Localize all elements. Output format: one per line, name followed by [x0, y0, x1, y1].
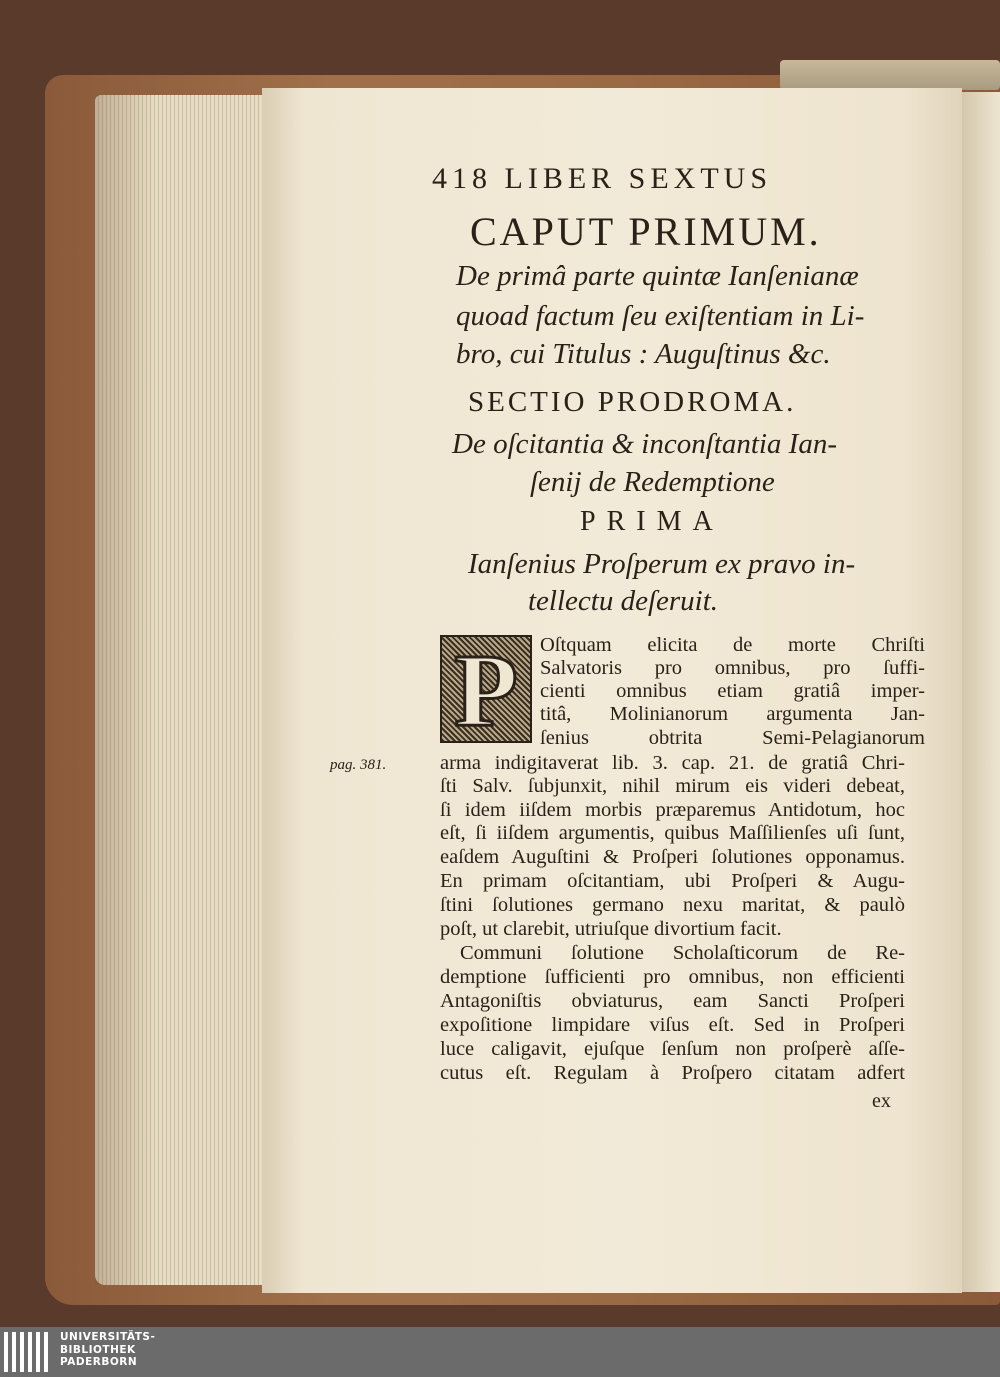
- text-line: demptione ſufficienti pro omnibus, non efficienti: [440, 966, 905, 988]
- text-line: Oſtquam elicita de morte Chriſti: [540, 634, 925, 656]
- text-line: poſt, ut clarebit, utriuſque divortium facit.: [440, 918, 782, 940]
- text-line: En primam oſcitantiam, ubi Proſperi & Augu-: [440, 870, 905, 892]
- logo-line: UNIVERSITÄTS-: [60, 1331, 156, 1343]
- chapter-title: CAPUT PRIMUM.: [470, 209, 822, 254]
- margin-note: pag. 381.: [330, 757, 387, 773]
- subsection-subtitle-line: Ianſenius Proſperum ex pravo in-: [468, 548, 856, 580]
- subsection-subtitle-line: tellectu deſeruit.: [528, 585, 719, 617]
- page-stack-shadow: [95, 95, 155, 1285]
- text-line: ſtini ſolutiones germano nexu maritat, & paulò: [440, 894, 905, 916]
- library-footer: [0, 1327, 1000, 1377]
- ornamental-initial: [440, 633, 532, 748]
- text-line: expoſitione limpidare viſus eſt. Sed in Proſperi: [440, 1014, 905, 1036]
- text-line: Salvatoris pro omnibus, pro ſuffi-: [540, 657, 925, 679]
- subtitle-line: bro, cui Titulus : Auguſtinus &c.: [456, 338, 831, 370]
- text-line: eſt, ſi iiſdem argumentis, quibus Maſſilienſes uſi ſunt,: [440, 822, 905, 844]
- text-line: cutus eſt. Regulam à Proſpero citatam adfert: [440, 1062, 905, 1084]
- text-line: ſenius obtrita Semi-Pelagianorum: [540, 727, 925, 749]
- text-line: titâ, Molinianorum argumenta Jan-: [540, 703, 925, 725]
- library-logo-text: [60, 1331, 155, 1369]
- text-line: ſi idem iiſdem morbis præparemus Antidotum, hoc: [440, 799, 905, 821]
- cover-edge: [780, 60, 1000, 90]
- logo-line: PADERBORN: [60, 1356, 138, 1368]
- catchword: ex: [872, 1090, 891, 1112]
- section-subtitle-line: ſenij de Redemptione: [530, 466, 775, 498]
- text-line: Communi ſolutione Scholaſticorum de Re-: [460, 942, 905, 964]
- running-head: 418 LIBER SEXTUS: [432, 162, 773, 195]
- text-line: ſti Salv. ſubjunxit, nihil mirum eis videri debeat,: [440, 775, 905, 797]
- text-line: eaſdem Auguſtini & Proſperi ſolutiones opponamus.: [440, 846, 905, 868]
- initial-letter: P: [454, 633, 518, 748]
- section-subtitle-line: De oſcitantia & inconſtantia Ian-: [452, 428, 838, 460]
- logo-line: BIBLIOTHEK: [60, 1343, 136, 1356]
- subtitle-line: quoad factum ſeu exiſtentiam in Li-: [456, 300, 865, 332]
- text-line: cienti omnibus etiam gratiâ imper-: [540, 680, 925, 702]
- text-line: luce caligavit, ejuſque ſenſum non proſperè aſſe-: [440, 1038, 905, 1060]
- subtitle-line: De primâ parte quintæ Ianſenianæ: [456, 260, 859, 292]
- text-line: Antagoniſtis obviaturus, eam Sancti Proſperi: [440, 990, 905, 1012]
- subsection-heading: PRIMA: [580, 506, 724, 537]
- section-heading: SECTIO PRODROMA.: [468, 386, 797, 418]
- library-logo-icon: [4, 1332, 52, 1372]
- text-line: arma indigitaverat lib. 3. cap. 21. de gratiâ Chri-: [440, 752, 905, 774]
